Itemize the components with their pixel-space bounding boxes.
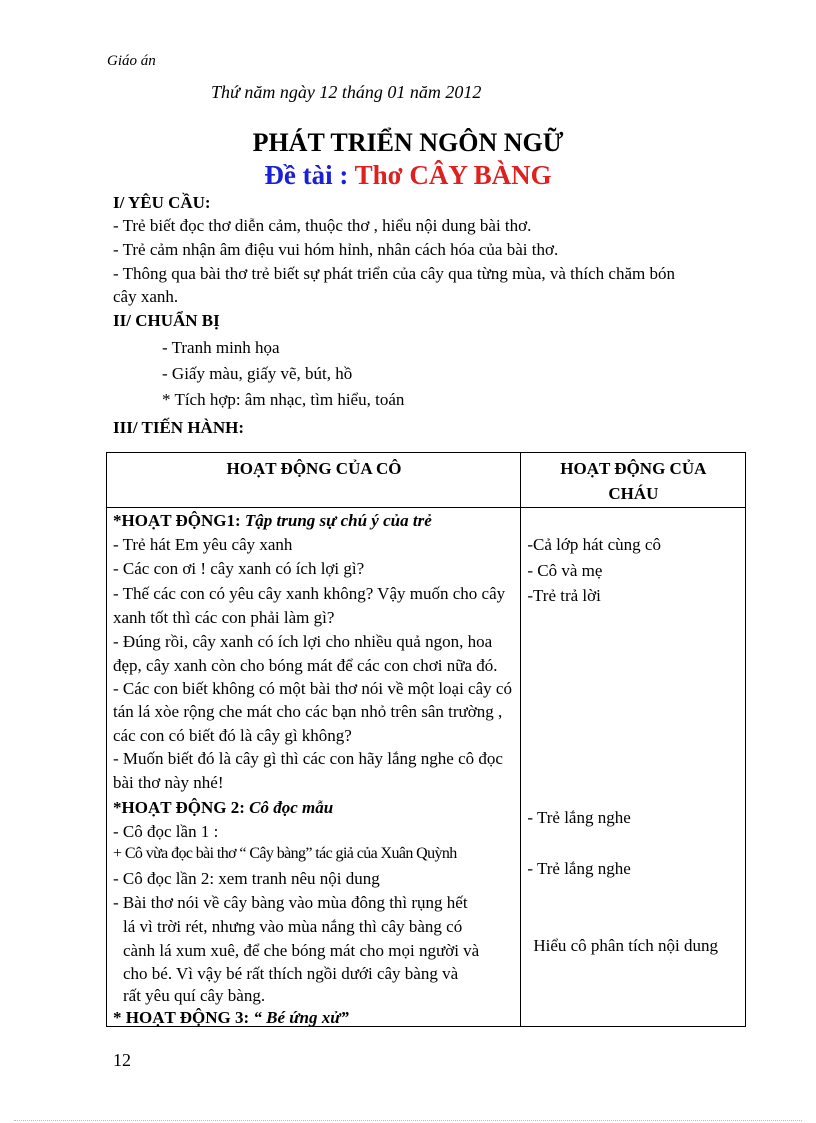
activity-line: rất yêu quí cây bàng.: [123, 986, 266, 1005]
child-activity-line: -Trẻ trả lời: [527, 586, 601, 605]
child-activities-cell: [521, 508, 746, 1027]
page-title: PHÁT TRIỂN NGÔN NGỮ: [252, 128, 564, 157]
activity-line: bài thơ này nhé!: [113, 773, 224, 792]
activity-line: cho bé. Vì vậy bé rất thích ngồi dưới cây bàng và: [123, 964, 459, 983]
lesson-date: Thứ năm ngày 12 tháng 01 năm 2012: [211, 82, 482, 102]
section-procedure-heading: III/ TIẾN HÀNH:: [113, 418, 244, 437]
page-number: 12: [113, 1050, 131, 1070]
activity-line: - Cô đọc lần 1 :: [113, 822, 219, 841]
activity-line: - Trẻ hát Em yêu cây xanh: [113, 535, 293, 554]
teacher-column-header: HOẠT ĐỘNG CỦA CÔ: [107, 453, 521, 508]
child-activity-line: -Cả lớp hát cùng cô: [527, 535, 661, 554]
page-bottom-divider: [14, 1120, 802, 1121]
activity-line: - Các con ơi ! cây xanh có ích lợi gì?: [113, 559, 365, 578]
requirement-line: - Trẻ biết đọc thơ diễn cảm, thuộc thơ , hiểu nội dung bài thơ.: [113, 216, 532, 235]
child-activity-line: - Cô và mẹ: [527, 561, 603, 580]
activity-line: tán lá xòe rộng che mát cho các bạn nhỏ trên sân trường ,: [113, 702, 503, 721]
activity-line: lá vì trời rét, nhưng vào mùa nắng thì cây bàng có: [123, 917, 463, 936]
activity-line: xanh tốt thì các con phải làm gì?: [113, 608, 335, 627]
activity-table: [106, 452, 746, 1027]
topic-label: Đề tài :: [264, 160, 349, 190]
activity-line: - Các con biết không có một bài thơ nói về một loại cây có: [113, 679, 512, 698]
child-column-header: HOẠT ĐỘNG CỦA CHÁU: [521, 453, 746, 508]
activity-line: - Cô đọc lần 2: xem tranh nêu nội dung: [113, 869, 380, 888]
child-activity-line: - Trẻ lắng nghe: [527, 859, 631, 878]
teacher-activities-cell: [107, 508, 521, 1027]
child-activity-line: Hiểu cô phân tích nội dung: [533, 936, 718, 955]
activity-line: - Bài thơ nói về cây bàng vào mùa đông thì rụng hết: [113, 893, 468, 912]
requirement-line: - Trẻ cảm nhận âm điệu vui hóm hỉnh, nhân cách hóa của bài thơ.: [113, 240, 559, 259]
activity-line: - Đúng rồi, cây xanh có ích lợi cho nhiều quả ngon, hoa: [113, 632, 493, 651]
preparation-line: - Giấy màu, giấy vẽ, bút, hồ: [162, 364, 353, 383]
activity-line: - Thế các con có yêu cây xanh không? Vậy muốn cho cây: [113, 584, 506, 603]
activity-line: các con có biết đó là cây gì không?: [113, 726, 352, 745]
activity-line: + Cô vừa đọc bài thơ “ Cây bàng” tác giả của Xuân Quỳnh: [113, 845, 457, 862]
section-requirements-heading: I/ YÊU CẦU:: [113, 193, 211, 212]
topic-line: [0, 160, 816, 191]
header-label: Giáo án: [107, 53, 156, 69]
preparation-line: * Tích hợp: âm nhạc, tìm hiểu, toán: [162, 390, 405, 409]
activity-2-title: *HOẠT ĐỘNG 2: Cô đọc mẫu: [113, 798, 334, 817]
child-activity-line: - Trẻ lắng nghe: [527, 808, 631, 827]
activity-1-title: *HOẠT ĐỘNG1: Tập trung sự chú ý của trẻ: [113, 511, 432, 530]
activity-line: đẹp, cây xanh còn cho bóng mát để các con chơi nữa đó.: [113, 656, 498, 675]
requirement-line: - Thông qua bài thơ trẻ biết sự phát triển của cây qua từng mùa, và thích chăm bón: [113, 264, 675, 283]
requirement-line: cây xanh.: [113, 287, 179, 306]
activity-3-title: * HOẠT ĐỘNG 3: “ Bé ứng xử”: [113, 1008, 349, 1027]
activity-line: cành lá xum xuê, để che bóng mát cho mọi người và: [123, 941, 480, 960]
activity-line: - Muốn biết đó là cây gì thì các con hãy lắng nghe cô đọc: [113, 749, 503, 768]
section-preparation-heading: II/ CHUẨN BỊ: [113, 311, 220, 330]
preparation-line: - Tranh minh họa: [162, 338, 280, 357]
topic-value: Thơ CÂY BÀNG: [354, 160, 552, 190]
